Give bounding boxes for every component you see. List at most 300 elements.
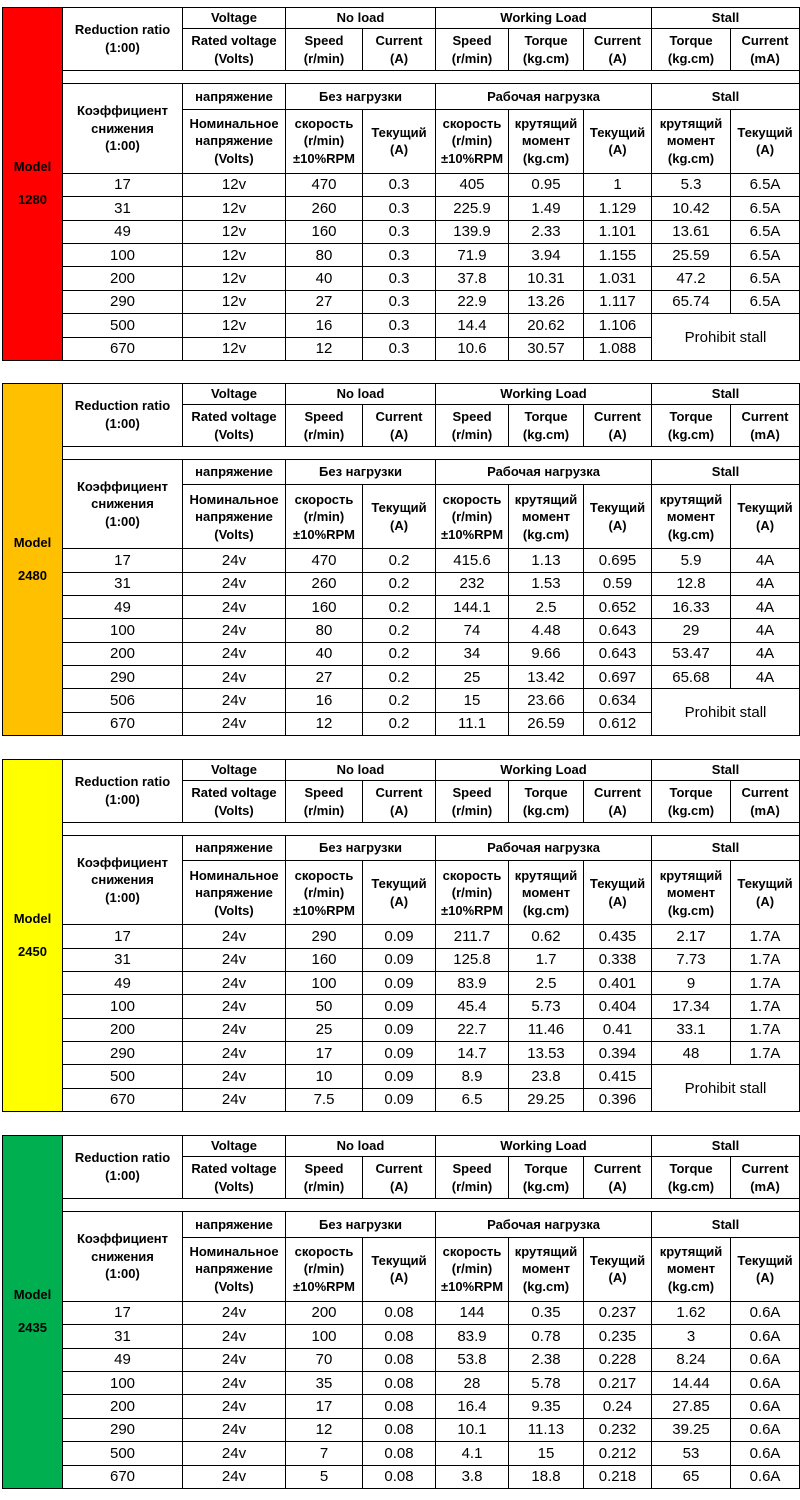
data-cell: 4A bbox=[731, 642, 800, 665]
data-cell: 0.09 bbox=[363, 925, 436, 948]
header-wl-speed: Speed (r/min) bbox=[436, 781, 509, 823]
data-cell: 1.7A bbox=[731, 925, 800, 948]
table-row bbox=[3, 1325, 800, 1348]
header-ru-nl-speed: скорость (r/min) ±10%RPM bbox=[286, 861, 363, 925]
data-cell: 12v bbox=[183, 290, 286, 313]
data-cell: 160 bbox=[286, 595, 363, 618]
data-cell: 24v bbox=[183, 712, 286, 735]
header-wl-torque: Torque (kg.cm) bbox=[509, 29, 584, 71]
data-cell: 24v bbox=[183, 995, 286, 1018]
data-cell: 6.5A bbox=[731, 173, 800, 196]
data-cell: 12 bbox=[286, 1418, 363, 1441]
data-cell: 0.41 bbox=[584, 1018, 652, 1041]
data-cell: 49 bbox=[63, 220, 183, 243]
data-cell: 9.66 bbox=[509, 642, 584, 665]
data-cell: 0.08 bbox=[363, 1348, 436, 1371]
data-cell: 33.1 bbox=[652, 1018, 731, 1041]
header-ru-nl-speed: скорость (r/min) ±10%RPM bbox=[286, 1237, 363, 1301]
data-cell: 0.3 bbox=[363, 220, 436, 243]
header-rated-voltage: Rated voltage (Volts) bbox=[183, 29, 286, 71]
table-row bbox=[3, 549, 800, 572]
table-row bbox=[3, 595, 800, 618]
header-stall-current: Current (mA) bbox=[731, 405, 800, 447]
data-cell: 1.7A bbox=[731, 1041, 800, 1064]
table-row bbox=[3, 1018, 800, 1041]
data-cell: 1 bbox=[584, 173, 652, 196]
data-cell: 5.78 bbox=[509, 1371, 584, 1394]
header-voltage: Voltage bbox=[183, 760, 286, 781]
data-cell: 14.4 bbox=[436, 314, 509, 337]
data-cell: 1.7A bbox=[731, 1018, 800, 1041]
data-cell: 1.62 bbox=[652, 1301, 731, 1324]
data-cell: 40 bbox=[286, 642, 363, 665]
data-cell: 0.6A bbox=[731, 1325, 800, 1348]
data-cell: 0.212 bbox=[584, 1442, 652, 1465]
data-cell: 3 bbox=[652, 1325, 731, 1348]
data-cell: 29 bbox=[652, 619, 731, 642]
data-cell: 48 bbox=[652, 1041, 731, 1064]
data-cell: 0.232 bbox=[584, 1418, 652, 1441]
data-cell: 290 bbox=[63, 1041, 183, 1064]
data-cell: 31 bbox=[63, 197, 183, 220]
table-row bbox=[3, 925, 800, 948]
data-cell: 0.3 bbox=[363, 290, 436, 313]
prohibit-stall-note: Prohibit stall bbox=[652, 689, 800, 736]
model-number: 2435 bbox=[18, 1320, 47, 1335]
model-2480-block bbox=[2, 383, 799, 736]
data-cell: 14.7 bbox=[436, 1041, 509, 1064]
data-cell: 74 bbox=[436, 619, 509, 642]
data-cell: 24v bbox=[183, 971, 286, 994]
data-cell: 17 bbox=[63, 173, 183, 196]
data-cell: 0.396 bbox=[584, 1088, 652, 1111]
data-cell: 12v bbox=[183, 337, 286, 360]
data-cell: 9 bbox=[652, 971, 731, 994]
data-cell: 24v bbox=[183, 1348, 286, 1371]
table-row bbox=[3, 1395, 800, 1418]
data-cell: 17 bbox=[286, 1041, 363, 1064]
data-cell: 65.68 bbox=[652, 665, 731, 688]
data-cell: 27.85 bbox=[652, 1395, 731, 1418]
data-cell: 0.218 bbox=[584, 1465, 652, 1488]
header-working-load: Working Load bbox=[436, 8, 652, 29]
header-ru-wl-speed: скорость (r/min) ±10%RPM bbox=[436, 109, 509, 173]
data-cell: 1.7A bbox=[731, 971, 800, 994]
header-wl-current: Current (A) bbox=[584, 29, 652, 71]
data-cell: 83.9 bbox=[436, 1325, 509, 1348]
data-cell: 100 bbox=[63, 995, 183, 1018]
header-reduction-ratio: Reduction ratio (1:00) bbox=[63, 384, 183, 447]
data-cell: 7.73 bbox=[652, 948, 731, 971]
table-row bbox=[3, 243, 800, 266]
header-ru-voltage: напряжение bbox=[183, 1212, 286, 1237]
data-cell: 28 bbox=[436, 1371, 509, 1394]
model-cell bbox=[3, 760, 63, 1112]
data-cell: 13.53 bbox=[509, 1041, 584, 1064]
model-label: Model bbox=[13, 159, 52, 175]
data-cell: 0.697 bbox=[584, 665, 652, 688]
data-cell: 1.7 bbox=[509, 948, 584, 971]
header-reduction-ratio: Reduction ratio (1:00) bbox=[63, 1136, 183, 1199]
data-cell: 0.3 bbox=[363, 337, 436, 360]
header-wl-current: Current (A) bbox=[584, 781, 652, 823]
data-cell: 5.9 bbox=[652, 549, 731, 572]
data-cell: 12v bbox=[183, 243, 286, 266]
data-cell: 5.3 bbox=[652, 173, 731, 196]
data-cell: 0.09 bbox=[363, 1065, 436, 1088]
header-ru-wl-current: Текущий (A) bbox=[584, 861, 652, 925]
data-cell: 12 bbox=[286, 337, 363, 360]
data-cell: 24v bbox=[183, 1301, 286, 1324]
table-row bbox=[3, 1418, 800, 1441]
data-cell: 415.6 bbox=[436, 549, 509, 572]
header-ru-no-load: Без нагрузки bbox=[286, 836, 436, 861]
data-cell: 1.129 bbox=[584, 197, 652, 220]
header-nl-current: Current (A) bbox=[363, 29, 436, 71]
spacer-row bbox=[63, 1199, 800, 1212]
data-cell: 0.3 bbox=[363, 314, 436, 337]
data-cell: 0.08 bbox=[363, 1325, 436, 1348]
data-cell: 24v bbox=[183, 642, 286, 665]
data-cell: 13.26 bbox=[509, 290, 584, 313]
header-voltage: Voltage bbox=[183, 1136, 286, 1157]
data-cell: 2.5 bbox=[509, 595, 584, 618]
data-cell: 24v bbox=[183, 1065, 286, 1088]
data-cell: 12v bbox=[183, 267, 286, 290]
spec-table bbox=[2, 7, 800, 361]
data-cell: 4A bbox=[731, 572, 800, 595]
data-cell: 260 bbox=[286, 197, 363, 220]
data-cell: 0.6A bbox=[731, 1301, 800, 1324]
header-ru-no-load: Без нагрузки bbox=[286, 460, 436, 485]
data-cell: 1.7A bbox=[731, 995, 800, 1018]
header-ru-working-load: Рабочая нагрузка bbox=[436, 84, 652, 109]
data-cell: 0.228 bbox=[584, 1348, 652, 1371]
data-cell: 0.2 bbox=[363, 595, 436, 618]
header-nl-current: Current (A) bbox=[363, 1157, 436, 1199]
data-cell: 670 bbox=[63, 337, 183, 360]
data-cell: 40 bbox=[286, 267, 363, 290]
data-cell: 0.3 bbox=[363, 243, 436, 266]
header-ru-wl-current: Текущий (A) bbox=[584, 485, 652, 549]
header-nl-current: Current (A) bbox=[363, 405, 436, 447]
header-ru-stall: Stall bbox=[652, 460, 800, 485]
data-cell: 71.9 bbox=[436, 243, 509, 266]
data-cell: 1.53 bbox=[509, 572, 584, 595]
data-cell: 0.2 bbox=[363, 642, 436, 665]
data-cell: 144.1 bbox=[436, 595, 509, 618]
header-stall: Stall bbox=[652, 1136, 800, 1157]
data-cell: 0.6A bbox=[731, 1418, 800, 1441]
data-cell: 1.13 bbox=[509, 549, 584, 572]
data-cell: 24v bbox=[183, 665, 286, 688]
data-cell: 6.5 bbox=[436, 1088, 509, 1111]
table-row bbox=[3, 689, 800, 712]
header-nl-speed: Speed (r/min) bbox=[286, 781, 363, 823]
header-ru-rated-voltage: Номинальное напряжение (Volts) bbox=[183, 485, 286, 549]
spec-table bbox=[2, 383, 800, 736]
data-cell: 225.9 bbox=[436, 197, 509, 220]
header-stall-current: Current (mA) bbox=[731, 781, 800, 823]
data-cell: 5 bbox=[286, 1465, 363, 1488]
data-cell: 5.73 bbox=[509, 995, 584, 1018]
table-row bbox=[3, 642, 800, 665]
data-cell: 670 bbox=[63, 1465, 183, 1488]
data-cell: 65.74 bbox=[652, 290, 731, 313]
data-cell: 470 bbox=[286, 549, 363, 572]
data-cell: 0.08 bbox=[363, 1465, 436, 1488]
data-cell: 100 bbox=[63, 1371, 183, 1394]
header-ru-rated-voltage: Номинальное напряжение (Volts) bbox=[183, 109, 286, 173]
data-cell: 0.24 bbox=[584, 1395, 652, 1418]
header-stall-current: Current (mA) bbox=[731, 29, 800, 71]
header-working-load: Working Load bbox=[436, 1136, 652, 1157]
header-ru-nl-current: Текущий (A) bbox=[363, 861, 436, 925]
data-cell: 0.3 bbox=[363, 197, 436, 220]
data-cell: 12v bbox=[183, 173, 286, 196]
data-cell: 0.2 bbox=[363, 619, 436, 642]
header-ru-reduction-ratio: Коэффициент снижения (1:00) bbox=[63, 84, 183, 174]
header-ru-stall: Stall bbox=[652, 84, 800, 109]
data-cell: 500 bbox=[63, 1442, 183, 1465]
data-cell: 65 bbox=[652, 1465, 731, 1488]
header-ru-stall-torque: крутящий момент (kg.cm) bbox=[652, 1237, 731, 1301]
data-cell: 290 bbox=[63, 290, 183, 313]
header-ru-stall-current: Текущий (A) bbox=[731, 109, 800, 173]
table-row bbox=[3, 1065, 800, 1088]
data-cell: 0.95 bbox=[509, 173, 584, 196]
data-cell: 27 bbox=[286, 665, 363, 688]
spec-table bbox=[2, 759, 800, 1112]
data-cell: 0.09 bbox=[363, 1018, 436, 1041]
header-ru-wl-current: Текущий (A) bbox=[584, 109, 652, 173]
header-ru-wl-current: Текущий (A) bbox=[584, 1237, 652, 1301]
prohibit-stall-note: Prohibit stall bbox=[652, 314, 800, 361]
data-cell: 1.117 bbox=[584, 290, 652, 313]
data-cell: 200 bbox=[63, 267, 183, 290]
data-cell: 0.08 bbox=[363, 1395, 436, 1418]
header-stall: Stall bbox=[652, 8, 800, 29]
header-no-load: No load bbox=[286, 1136, 436, 1157]
prohibit-stall-note: Prohibit stall bbox=[652, 1065, 800, 1112]
model-cell bbox=[3, 8, 63, 361]
data-cell: 11.46 bbox=[509, 1018, 584, 1041]
header-ru-wl-torque: крутящий момент (kg.cm) bbox=[509, 485, 584, 549]
table-row bbox=[3, 1371, 800, 1394]
model-cell bbox=[3, 1136, 63, 1489]
header-stall-torque: Torque (kg.cm) bbox=[652, 405, 731, 447]
header-ru-reduction-ratio: Коэффициент снижения (1:00) bbox=[63, 836, 183, 925]
data-cell: 17 bbox=[63, 925, 183, 948]
data-cell: 25 bbox=[286, 1018, 363, 1041]
data-cell: 139.9 bbox=[436, 220, 509, 243]
header-ru-stall-current: Текущий (A) bbox=[731, 861, 800, 925]
data-cell: 24v bbox=[183, 1088, 286, 1111]
data-cell: 0.404 bbox=[584, 995, 652, 1018]
data-cell: 260 bbox=[286, 572, 363, 595]
data-cell: 49 bbox=[63, 595, 183, 618]
data-cell: 4A bbox=[731, 665, 800, 688]
data-cell: 4A bbox=[731, 549, 800, 572]
data-cell: 9.35 bbox=[509, 1395, 584, 1418]
data-cell: 0.08 bbox=[363, 1371, 436, 1394]
data-cell: 11.13 bbox=[509, 1418, 584, 1441]
header-ru-stall-torque: крутящий момент (kg.cm) bbox=[652, 861, 731, 925]
header-ru-stall: Stall bbox=[652, 836, 800, 861]
data-cell: 0.62 bbox=[509, 925, 584, 948]
data-cell: 0.09 bbox=[363, 948, 436, 971]
data-cell: 31 bbox=[63, 572, 183, 595]
header-ru-nl-current: Текущий (A) bbox=[363, 1237, 436, 1301]
data-cell: 24v bbox=[183, 948, 286, 971]
header-ru-nl-current: Текущий (A) bbox=[363, 485, 436, 549]
header-working-load: Working Load bbox=[436, 384, 652, 405]
header-ru-nl-current: Текущий (A) bbox=[363, 109, 436, 173]
data-cell: 47.2 bbox=[652, 267, 731, 290]
header-stall: Stall bbox=[652, 760, 800, 781]
data-cell: 4.48 bbox=[509, 619, 584, 642]
data-cell: 16 bbox=[286, 314, 363, 337]
data-cell: 23.66 bbox=[509, 689, 584, 712]
header-ru-working-load: Рабочая нагрузка bbox=[436, 836, 652, 861]
table-row bbox=[3, 971, 800, 994]
model-label: Model bbox=[13, 534, 52, 550]
data-cell: 49 bbox=[63, 1348, 183, 1371]
data-cell: 0.415 bbox=[584, 1065, 652, 1088]
data-cell: 0.237 bbox=[584, 1301, 652, 1324]
data-cell: 6.5A bbox=[731, 197, 800, 220]
data-cell: 24v bbox=[183, 689, 286, 712]
header-ru-reduction-ratio: Коэффициент снижения (1:00) bbox=[63, 460, 183, 549]
data-cell: 11.1 bbox=[436, 712, 509, 735]
model-label: Model bbox=[13, 1287, 52, 1303]
data-cell: 80 bbox=[286, 619, 363, 642]
data-cell: 0.435 bbox=[584, 925, 652, 948]
header-wl-torque: Torque (kg.cm) bbox=[509, 1157, 584, 1199]
data-cell: 8.9 bbox=[436, 1065, 509, 1088]
header-ru-no-load: Без нагрузки bbox=[286, 1212, 436, 1237]
data-cell: 4A bbox=[731, 619, 800, 642]
data-cell: 500 bbox=[63, 1065, 183, 1088]
data-cell: 14.44 bbox=[652, 1371, 731, 1394]
table-row bbox=[3, 1041, 800, 1064]
header-ru-stall: Stall bbox=[652, 1212, 800, 1237]
data-cell: 0.643 bbox=[584, 619, 652, 642]
header-working-load: Working Load bbox=[436, 760, 652, 781]
data-cell: 200 bbox=[63, 1018, 183, 1041]
data-cell: 160 bbox=[286, 948, 363, 971]
header-ru-wl-speed: скорость (r/min) ±10%RPM bbox=[436, 1237, 509, 1301]
data-cell: 1.101 bbox=[584, 220, 652, 243]
data-cell: 25 bbox=[436, 665, 509, 688]
data-cell: 80 bbox=[286, 243, 363, 266]
header-stall-torque: Torque (kg.cm) bbox=[652, 781, 731, 823]
header-ru-no-load: Без нагрузки bbox=[286, 84, 436, 109]
header-ru-wl-speed: скорость (r/min) ±10%RPM bbox=[436, 861, 509, 925]
data-cell: 506 bbox=[63, 689, 183, 712]
data-cell: 0.394 bbox=[584, 1041, 652, 1064]
data-cell: 200 bbox=[286, 1301, 363, 1324]
data-cell: 0.634 bbox=[584, 689, 652, 712]
data-cell: 144 bbox=[436, 1301, 509, 1324]
data-cell: 23.8 bbox=[509, 1065, 584, 1088]
header-ru-wl-torque: крутящий момент (kg.cm) bbox=[509, 861, 584, 925]
data-cell: 24v bbox=[183, 1018, 286, 1041]
header-voltage: Voltage bbox=[183, 8, 286, 29]
data-cell: 0.612 bbox=[584, 712, 652, 735]
data-cell: 7.5 bbox=[286, 1088, 363, 1111]
header-ru-rated-voltage: Номинальное напряжение (Volts) bbox=[183, 1237, 286, 1301]
header-ru-wl-speed: скорость (r/min) ±10%RPM bbox=[436, 485, 509, 549]
data-cell: 0.08 bbox=[363, 1442, 436, 1465]
data-cell: 45.4 bbox=[436, 995, 509, 1018]
data-cell: 17 bbox=[63, 549, 183, 572]
header-no-load: No load bbox=[286, 8, 436, 29]
header-wl-speed: Speed (r/min) bbox=[436, 29, 509, 71]
data-cell: 13.61 bbox=[652, 220, 731, 243]
header-rated-voltage: Rated voltage (Volts) bbox=[183, 405, 286, 447]
data-cell: 0.2 bbox=[363, 549, 436, 572]
header-nl-speed: Speed (r/min) bbox=[286, 405, 363, 447]
header-ru-wl-torque: крутящий момент (kg.cm) bbox=[509, 1237, 584, 1301]
header-wl-torque: Torque (kg.cm) bbox=[509, 781, 584, 823]
data-cell: 6.5A bbox=[731, 290, 800, 313]
data-cell: 2.17 bbox=[652, 925, 731, 948]
model-label: Model bbox=[13, 910, 52, 926]
data-cell: 1.7A bbox=[731, 948, 800, 971]
data-cell: 0.217 bbox=[584, 1371, 652, 1394]
model-number: 2480 bbox=[18, 567, 47, 583]
data-cell: 24v bbox=[183, 1325, 286, 1348]
data-cell: 31 bbox=[63, 948, 183, 971]
header-reduction-ratio: Reduction ratio (1:00) bbox=[63, 760, 183, 823]
data-cell: 17 bbox=[286, 1395, 363, 1418]
header-rated-voltage: Rated voltage (Volts) bbox=[183, 1157, 286, 1199]
data-cell: 22.9 bbox=[436, 290, 509, 313]
data-cell: 290 bbox=[63, 1418, 183, 1441]
data-cell: 34 bbox=[436, 642, 509, 665]
data-cell: 3.94 bbox=[509, 243, 584, 266]
data-cell: 24v bbox=[183, 1442, 286, 1465]
header-wl-speed: Speed (r/min) bbox=[436, 1157, 509, 1199]
data-cell: 83.9 bbox=[436, 971, 509, 994]
header-wl-current: Current (A) bbox=[584, 1157, 652, 1199]
data-cell: 0.08 bbox=[363, 1418, 436, 1441]
data-cell: 24v bbox=[183, 1418, 286, 1441]
data-cell: 100 bbox=[63, 243, 183, 266]
header-ru-rated-voltage: Номинальное напряжение (Volts) bbox=[183, 861, 286, 925]
table-row bbox=[3, 1348, 800, 1371]
data-cell: 232 bbox=[436, 572, 509, 595]
data-cell: 0.09 bbox=[363, 995, 436, 1018]
data-cell: 405 bbox=[436, 173, 509, 196]
header-ru-stall-current: Текущий (A) bbox=[731, 1237, 800, 1301]
data-cell: 1.106 bbox=[584, 314, 652, 337]
model-2435-block bbox=[2, 1135, 799, 1489]
table-row bbox=[3, 173, 800, 196]
data-cell: 290 bbox=[286, 925, 363, 948]
data-cell: 12v bbox=[183, 197, 286, 220]
header-nl-current: Current (A) bbox=[363, 781, 436, 823]
data-cell: 1.031 bbox=[584, 267, 652, 290]
data-cell: 0.6A bbox=[731, 1465, 800, 1488]
table-row bbox=[3, 197, 800, 220]
header-voltage: Voltage bbox=[183, 384, 286, 405]
data-cell: 53.47 bbox=[652, 642, 731, 665]
data-cell: 10.31 bbox=[509, 267, 584, 290]
data-cell: 3.8 bbox=[436, 1465, 509, 1488]
data-cell: 37.8 bbox=[436, 267, 509, 290]
